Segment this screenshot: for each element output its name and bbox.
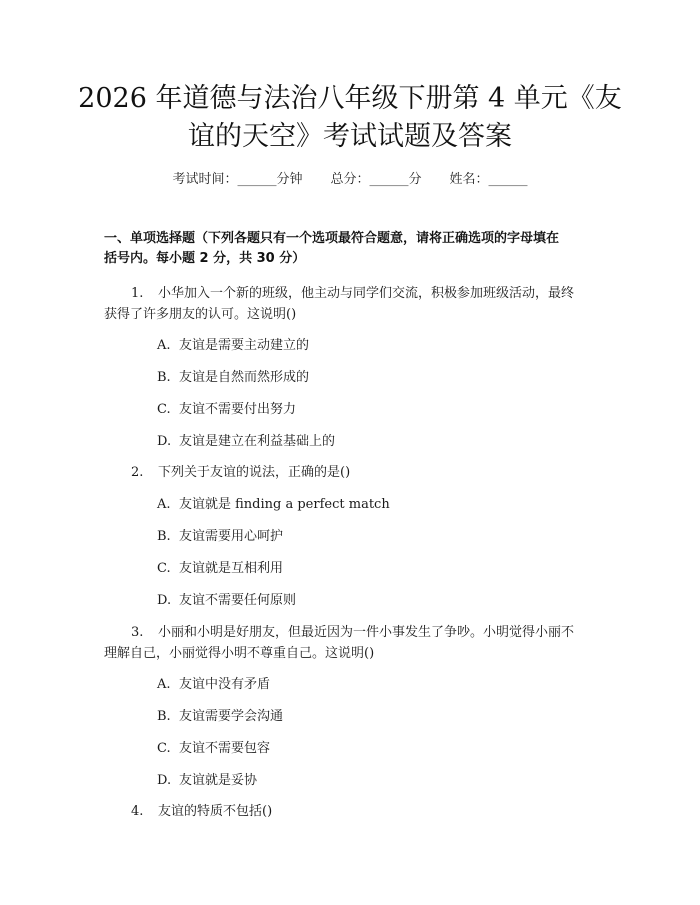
question-text: 小华加入一个新的班级，他主动与同学们交流，积极参加班级活动，最终 <box>158 286 575 301</box>
question-text: 友谊的特质不包括() <box>158 804 273 819</box>
name-field: 姓名：______ <box>449 172 528 187</box>
option-text: 友谊不需要包容 <box>179 741 271 756</box>
question-3-option-d <box>157 769 257 788</box>
option-text: 友谊不需要付出努力 <box>179 402 297 417</box>
question-2-option-d <box>157 589 296 608</box>
option-text: 友谊是自然而然形成的 <box>179 370 310 385</box>
exam-meta <box>0 168 700 187</box>
option-text: 友谊中没有矛盾 <box>179 677 271 692</box>
question-1-option-d <box>157 430 335 449</box>
option-text: 友谊不需要任何原则 <box>179 593 297 608</box>
option-text: 友谊是需要主动建立的 <box>179 338 310 353</box>
question-text: 小丽和小明是好朋友，但最近因为一件小事发生了争吵。小明觉得小丽不 <box>158 625 575 640</box>
question-3-option-a <box>157 673 270 692</box>
option-text: 友谊是建立在利益基础上的 <box>179 434 336 449</box>
option-letter: D. <box>157 434 172 449</box>
question-2 <box>131 461 350 480</box>
section-heading-line-1: 一、单项选择题（下列各题只有一个选项最符合题意，请将正确选项的字母填在 <box>104 231 560 246</box>
title-line-1: 2026 年道德与法治八年级下册第 4 单元《友 <box>78 83 622 114</box>
option-letter: B. <box>157 529 171 544</box>
question-1-option-c <box>157 398 296 417</box>
section-heading-line-2: 括号内。每小题 2 分，共 30 分） <box>104 251 306 266</box>
option-text: 友谊需要用心呵护 <box>179 529 284 544</box>
exam-time-field: 考试时间：______分钟 <box>172 172 303 187</box>
question-number: 1. <box>131 286 144 301</box>
question-text: 下列关于友谊的说法，正确的是() <box>158 465 351 480</box>
option-letter: C. <box>157 561 171 576</box>
option-letter: A. <box>157 338 171 353</box>
option-text: 友谊就是妥协 <box>179 773 258 788</box>
option-letter: B. <box>157 709 171 724</box>
page-title <box>60 80 640 156</box>
option-letter: D. <box>157 593 172 608</box>
question-number: 3. <box>131 625 144 640</box>
option-letter: D. <box>157 773 172 788</box>
question-3-option-c <box>157 737 270 756</box>
question-2-option-c <box>157 557 283 576</box>
question-1-option-b <box>157 366 309 385</box>
option-letter: A. <box>157 677 171 692</box>
option-letter: C. <box>157 402 171 417</box>
question-number: 4. <box>131 804 144 819</box>
option-letter: B. <box>157 370 171 385</box>
option-letter: C. <box>157 741 171 756</box>
question-4 <box>131 800 272 819</box>
question-3-continued: 理解自己，小丽觉得小明不尊重自己。这说明() <box>104 646 375 661</box>
question-1-option-a <box>157 334 309 353</box>
option-text: 友谊就是互相利用 <box>179 561 284 576</box>
question-3-option-b <box>157 705 283 724</box>
question-number: 2. <box>131 465 144 480</box>
question-1 <box>131 282 574 301</box>
total-score-field: 总分：______分 <box>330 172 422 187</box>
question-1-continued: 获得了许多朋友的认可。这说明() <box>104 307 297 322</box>
question-2-option-a <box>157 493 390 512</box>
option-text: 友谊需要学会沟通 <box>179 709 284 724</box>
question-2-option-b <box>157 525 283 544</box>
question-3 <box>131 621 574 640</box>
section-heading <box>104 229 604 269</box>
title-line-2: 谊的天空》考试试题及答案 <box>188 121 512 152</box>
option-text: 友谊就是 finding a perfect match <box>179 497 390 512</box>
option-letter: A. <box>157 497 171 512</box>
